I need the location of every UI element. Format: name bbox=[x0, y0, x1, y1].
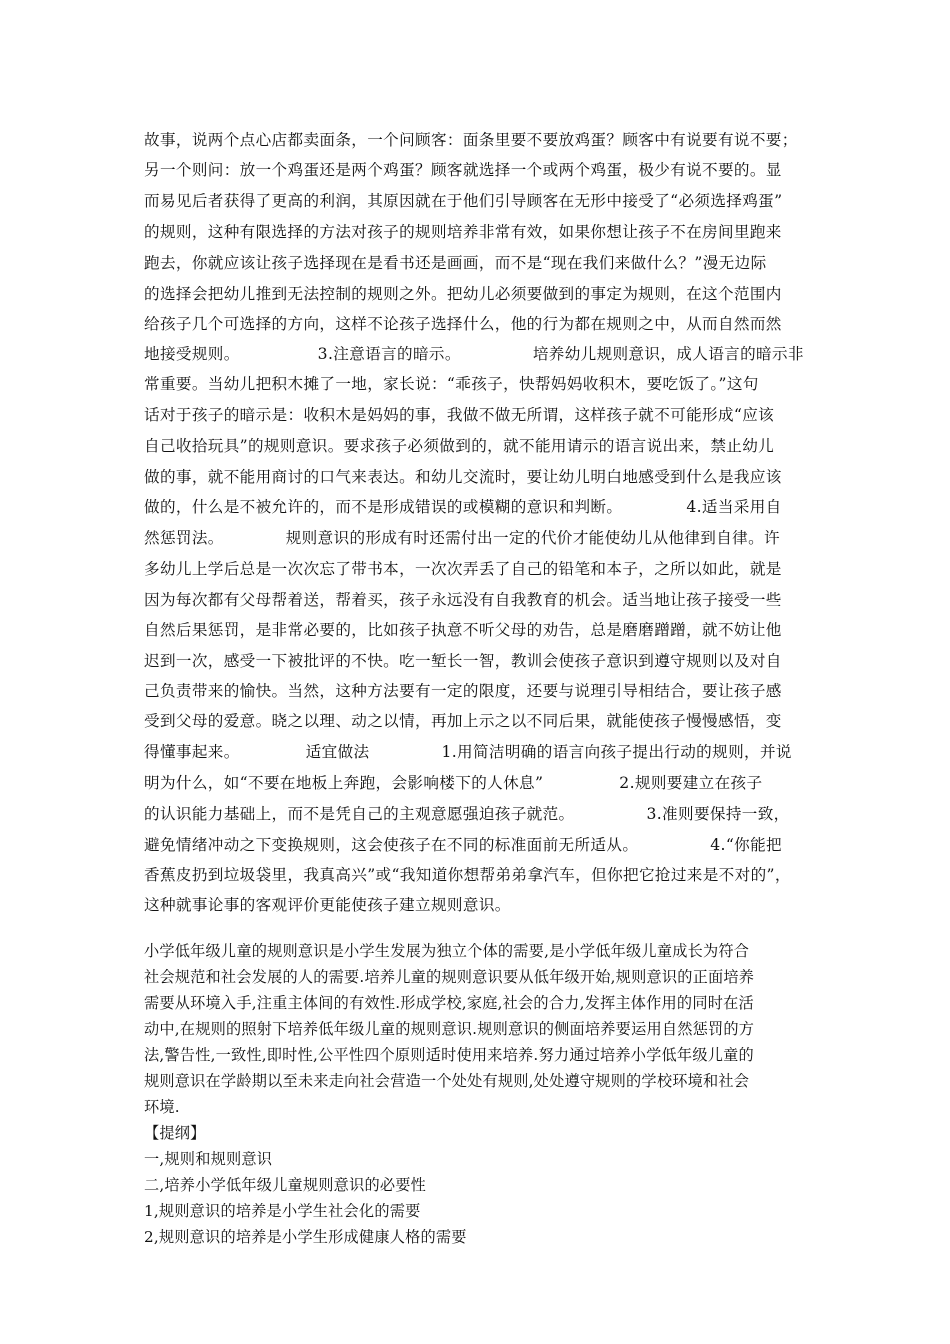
text-segment: 地接受规则。 bbox=[144, 345, 240, 363]
text-line: 话对于孩子的暗示是：收积木是妈妈的事，我做不做无所谓，这样孩子就不可能形成“应该 bbox=[144, 406, 775, 424]
text-line: 迟到一次，感受一下被批评的不快。吃一堑长一智，教训会使孩子意识到遵守规则以及对自 bbox=[144, 652, 782, 670]
text-segment: 4.“你能把 bbox=[710, 836, 782, 854]
text-line bbox=[144, 526, 808, 548]
text-line: 规则意识在学龄期以至未来走向社会营造一个处处有规则,处处遵守规则的学校环境和社会 bbox=[144, 1072, 750, 1090]
text-line: 受到父母的爱意。晓之以理、动之以情，再加上示之以不同后果，就能使孩子慢慢感悟，变 bbox=[144, 712, 782, 730]
text-line bbox=[144, 802, 808, 824]
text-segment: 得懂事起来。 bbox=[144, 743, 240, 761]
text-segment: 规则意识的形成有时还需付出一定的代价才能使幼儿从他律到自律。许 bbox=[285, 529, 780, 547]
text-segment: 3.准则要保持一致， bbox=[646, 805, 790, 823]
text-line: 的选择会把幼儿推到无法控制的规则之外。把幼儿必须要做到的事定为规则，在这个范围内 bbox=[144, 285, 782, 303]
text-line: 自然后果惩罚，是非常必要的，比如孩子执意不听父母的劝告，总是磨磨蹭蹭，就不妨让他 bbox=[144, 621, 782, 639]
text-line: 跑去，你就应该让孩子选择现在是看书还是画画，而不是“现在我们来做什么？”漫无边际 bbox=[144, 254, 767, 272]
outline-heading: 【提纲】 bbox=[144, 1124, 206, 1142]
text-segment: 的认识能力基础上，而不是凭自己的主观意愿强迫孩子就范。 bbox=[144, 805, 575, 823]
text-line: 香蕉皮扔到垃圾袋里，我真高兴”或“我知道你想帮弟弟拿汽车，但你把它抢过来是不对的”， bbox=[144, 866, 791, 884]
text-line: 法,警告性,一致性,即时性,公平性四个原则适时使用来培养.努力通过培养小学低年级儿童的 bbox=[144, 1046, 754, 1064]
subheading-segment: 4.适当采用自 bbox=[686, 498, 782, 516]
text-line bbox=[144, 495, 808, 517]
text-line: 环境. bbox=[144, 1098, 180, 1116]
text-segment: 2.规则要建立在孩子 bbox=[619, 774, 763, 792]
text-line: 的规则，这种有限选择的方法对孩子的规则培养非常有效，如果你想让孩子不在房间里跑来 bbox=[144, 223, 782, 241]
text-line: 而易见后者获得了更高的利润，其原因就在于他们引导顾客在无形中接受了“必须选择鸡蛋” bbox=[144, 192, 783, 210]
subheading-segment: 然惩罚法。 bbox=[144, 529, 224, 547]
text-line: 自己收拾玩具”的规则意识。要求孩子必须做到的，就不能用请示的语言说出来，禁止幼儿 bbox=[144, 437, 775, 455]
text-line: 动中,在规则的照射下培养低年级儿童的规则意识.规则意识的侧面培养要运用自然惩罚的方 bbox=[144, 1020, 755, 1038]
outline-item: 1,规则意识的培养是小学生社会化的需要 bbox=[144, 1202, 421, 1220]
outline-item: 2,规则意识的培养是小学生形成健康人格的需要 bbox=[144, 1228, 467, 1246]
subheading-segment: 3.注意语言的暗示。 bbox=[317, 345, 461, 363]
text-segment: 1.用简洁明确的语言向孩子提出行动的规则，并说 bbox=[441, 743, 792, 761]
text-line bbox=[144, 833, 808, 855]
text-line bbox=[144, 740, 808, 762]
text-line: 故事，说两个点心店都卖面条，一个问顾客：面条里要不要放鸡蛋？顾客中有说要有说不要； bbox=[144, 131, 798, 149]
text-line: 多幼儿上学后总是一次次忘了带书本，一次次弄丢了自己的铅笔和本子，之所以如此，就是 bbox=[144, 560, 782, 578]
text-segment: 明为什么，如“不要在地板上奔跑，会影响楼下的人休息” bbox=[144, 774, 544, 792]
text-line: 给孩子几个可选择的方向，这样不论孩子选择什么，他的行为都在规则之中，从而自然而然 bbox=[144, 315, 782, 333]
text-line: 小学低年级儿童的规则意识是小学生发展为独立个体的需要,是小学低年级儿童成长为符合 bbox=[144, 942, 750, 960]
text-line: 社会规范和社会发展的人的需要.培养儿童的规则意识要从低年级开始,规则意识的正面培养 bbox=[144, 968, 755, 986]
text-segment: 做的，什么是不被允许的，而不是形成错误的或模糊的意识和判断。 bbox=[144, 498, 623, 516]
text-segment: 培养幼儿规则意识，成人语言的暗示非 bbox=[532, 345, 804, 363]
text-line: 这种就事论事的客观评价更能使孩子建立规则意识。 bbox=[144, 896, 511, 914]
text-segment: 避免情绪冲动之下变换规则，这会使孩子在不同的标准面前无所适从。 bbox=[144, 836, 639, 854]
text-line: 己负责带来的愉快。当然，这种方法要有一定的限度，还要与说理引导相结合，要让孩子感 bbox=[144, 682, 782, 700]
text-line: 做的事，就不能用商讨的口气来表达。和幼儿交流时，要让幼儿明白地感受到什么是我应该 bbox=[144, 468, 782, 486]
outline-item: 二,培养小学低年级儿童规则意识的必要性 bbox=[144, 1176, 427, 1194]
text-line: 常重要。当幼儿把积木摊了一地，家长说：“乖孩子，快帮妈妈收积木，要吃饭了。”这句 bbox=[144, 375, 759, 393]
text-line bbox=[144, 771, 808, 793]
text-line: 另一个则问：放一个鸡蛋还是两个鸡蛋？顾客就选择一个或两个鸡蛋，极少有说不要的。显 bbox=[144, 161, 782, 179]
text-line: 需要从环境入手,注重主体间的有效性.形成学校,家庭,社会的合力,发挥主体作用的同时在活 bbox=[144, 994, 754, 1012]
subheading-segment: 适宜做法 bbox=[305, 743, 370, 761]
text-line bbox=[144, 342, 808, 364]
text-line: 因为每次都有父母帮着送，帮着买，孩子永远没有自我教育的机会。适当地让孩子接受一些 bbox=[144, 591, 782, 609]
outline-item: 一,规则和规则意识 bbox=[144, 1150, 273, 1168]
